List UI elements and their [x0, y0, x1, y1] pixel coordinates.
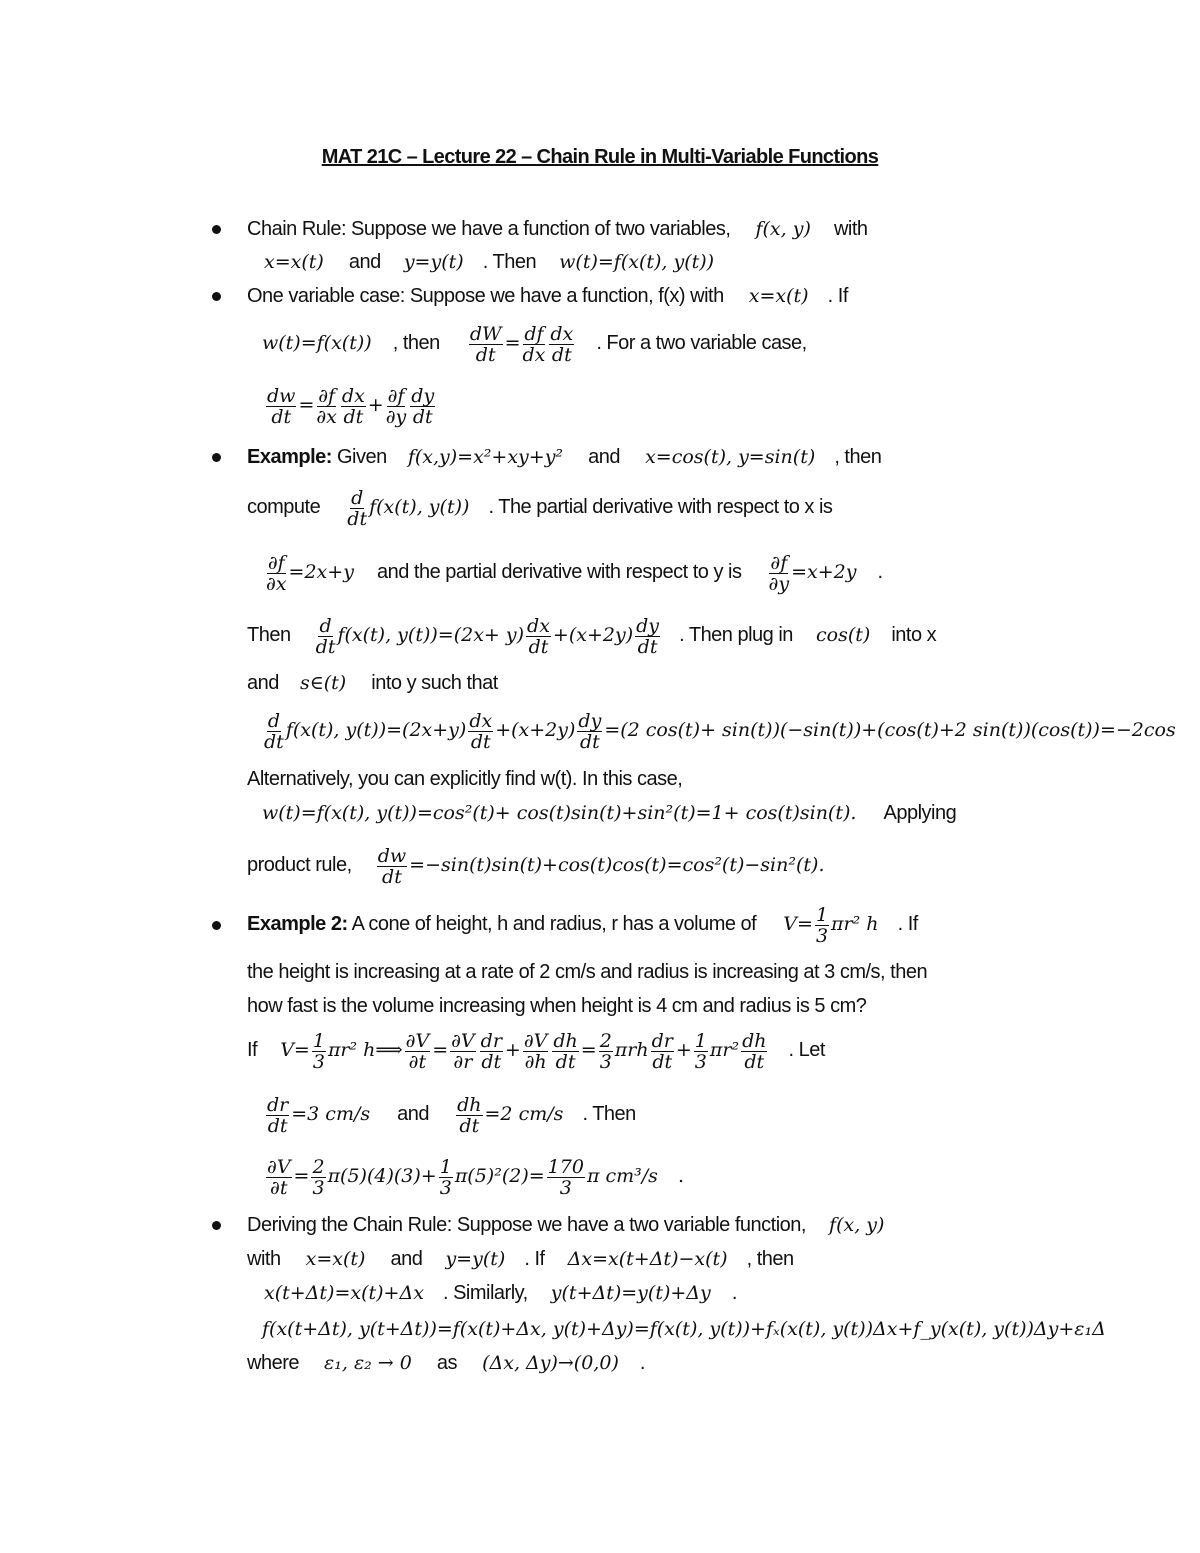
- frac-1-3-d: $\frac{1}{3}$: [439, 1155, 452, 1199]
- math-f-definition: f(x,y)=x²+xy+y²: [407, 446, 564, 468]
- frac-pV-pt-2: $\frac{\partial V}{\partial t}$: [267, 1155, 291, 1199]
- line-then-chain: [247, 612, 936, 658]
- with-word: with: [833, 218, 868, 240]
- line-product-rule: [247, 842, 825, 888]
- math-x-increment: x(t+Δt)=x(t)+Δx: [264, 1282, 424, 1304]
- line-deriving-2: [247, 1246, 794, 1272]
- bullet-chain-rule: [212, 225, 221, 234]
- math-sin-t: s∈(t): [299, 672, 347, 694]
- then-word: . Then: [482, 251, 537, 273]
- math-cone-volume: V= $\frac{1}{3}$ πr² h: [783, 903, 879, 947]
- frac-dr-dt-2: $\frac{dr}{dt}$: [651, 1029, 673, 1073]
- frac-dh-dt-3: $\frac{dh}{dt}$: [457, 1093, 482, 1137]
- math-delta-x: Δx=x(t+Δt)−x(t): [567, 1248, 728, 1270]
- let-word: . Let: [788, 1039, 825, 1061]
- frac-d-dt-3: $\frac{d}{dt}$: [264, 709, 284, 753]
- frac-1-3-c: $\frac{1}{3}$: [694, 1029, 707, 1073]
- math-x-y-param: x=cos(t), y=sin(t): [645, 446, 816, 468]
- frac-dr-dt: $\frac{dr}{dt}$: [480, 1029, 502, 1073]
- period-4: .: [639, 1352, 645, 1374]
- frac-pf-py: $\frac{\partial f}{\partial y}$: [385, 384, 407, 428]
- line-volume-question: how fast is the volume increasing when height is 4 cm and radius is 5 cm?: [247, 995, 867, 1017]
- bullet-example-2: [212, 921, 221, 930]
- frac-df-dx: $\frac{df}{dx}$: [522, 322, 546, 366]
- frac-2-3: $\frac{2}{3}$: [599, 1029, 612, 1073]
- if-word-3: If: [247, 1039, 258, 1061]
- applying-word: Applying: [883, 802, 957, 824]
- frac-pf-px: $\frac{\partial f}{\partial x}$: [316, 384, 337, 428]
- bullet-example-1: [212, 453, 221, 462]
- line-chain-rule-2: [264, 249, 714, 275]
- frac-pV-pr: $\frac{\partial V}{\partial r}$: [451, 1029, 475, 1073]
- frac-dy-dt: $\frac{dy}{dt}$: [411, 384, 435, 428]
- math-y-increment: y(t+Δt)=y(t)+Δy: [550, 1282, 711, 1304]
- frac-dx-dt: $\frac{dx}{dt}$: [550, 322, 574, 366]
- math-x-of-t-3: x=x(t): [305, 1248, 366, 1270]
- two-variable-note: . For a two variable case,: [596, 332, 807, 354]
- math-dr-dt: $\frac{dr}{dt}$ =3 cm/s: [267, 1093, 371, 1137]
- and-word-2: and: [588, 446, 620, 468]
- frac-pV-ph: $\frac{\partial V}{\partial h}$: [523, 1029, 548, 1073]
- line-example-2: [247, 901, 918, 947]
- as-word: as: [436, 1352, 458, 1374]
- frac-170-3: $\frac{170}{3}$: [547, 1155, 584, 1199]
- math-full-derivative: $\frac{d}{dt}$ f(x(t), y(t))=(2x+y) $\frac{dx}{dt}$ +(x+2y) $\frac{dy}{dt}$ =(2 cos(t)+ sin(t))(−sin(t))+(cos(t)+2 sin(t))(cos(t))=−2cos: [264, 709, 1176, 753]
- line-volume-derivative: [247, 1027, 825, 1073]
- page-title: MAT 21C – Lecture 22 – Chain Rule in Multi-Variable Functions: [321, 146, 879, 168]
- then-word-5: . Then: [582, 1103, 636, 1125]
- math-f-xy: f(x, y): [755, 218, 811, 240]
- math-two-variable-chain: $\frac{dw}{dt}$ = $\frac{\partial f}{\partial x}$ $\frac{dx}{dt}$ + $\frac{\partial f}{\partial y}$ $\frac{dy}{dt}$: [267, 384, 435, 428]
- math-volume-derivative: V= $\frac{1}{3}$ πr² h⟹ $\frac{\partial V}{\partial t}$ = $\frac{\partial V}{\partial r}$ $\frac{dr}{dt}$ + $\frac{\partial V}{\partial h}$ $\frac{dh}{dt}$ = $\frac{2}{3}$ πrh $\frac{dr}{dt}$ + $\frac{1}{3}$ πr² $\frac{dh}{dt}$: [280, 1029, 767, 1073]
- with-word-2: with: [247, 1248, 281, 1270]
- math-product-rule: $\frac{dw}{dt}$ =−sin(t)sin(t)+cos(t)cos(t)=cos²(t)−sin²(t).: [377, 844, 825, 888]
- frac-d-dt-2: $\frac{d}{dt}$: [315, 614, 336, 658]
- line-one-variable-2: [262, 320, 807, 366]
- then-word-2: , then: [392, 332, 440, 354]
- given-word: Given: [337, 446, 387, 468]
- where-word: where: [247, 1352, 299, 1374]
- math-x-of-t-2: x=x(t): [748, 285, 809, 307]
- frac-2-3-b: $\frac{2}{3}$: [312, 1155, 325, 1199]
- math-y-of-t-2: y=y(t): [445, 1248, 506, 1270]
- bullet-one-variable: [212, 292, 221, 301]
- if-word-2: . If: [897, 913, 918, 935]
- math-volume-result: $\frac{\partial V}{\partial t}$ = $\frac{2}{3}$ π(5)(4)(3)+ $\frac{1}{3}$ π(5)²(2)= $\frac{170}{3}$ π cm³/s .: [267, 1155, 684, 1199]
- line-w-explicit: [262, 800, 956, 826]
- frac-pf-px-2: $\frac{\partial f}{\partial x}$: [266, 551, 287, 595]
- math-partial-x: $\frac{\partial f}{\partial x}$ =2x+y: [266, 551, 354, 595]
- math-linear-approx: f(x(t+Δt), y(t+Δt))=f(x(t)+Δx, y(t)+Δy)=f(x(t), y(t))+fₓ(x(t), y(t))Δx+f_y(x(t), y(t))Δy+ε₁Δ: [262, 1318, 1106, 1340]
- bullet-deriving: [212, 1221, 221, 1230]
- and-word: and: [348, 251, 381, 273]
- frac-dw-dt-2: $\frac{dw}{dt}$: [377, 844, 407, 888]
- period: .: [877, 561, 883, 583]
- frac-d-dt: $\frac{d}{dt}$: [347, 486, 368, 530]
- math-w-of-t: w(t)=f(x(t), y(t)): [559, 251, 715, 273]
- then-word-3: , then: [834, 446, 882, 468]
- frac-1-3: $\frac{1}{3}$: [815, 903, 829, 947]
- math-x-of-t: x=x(t): [264, 251, 324, 273]
- line-rates: [264, 1091, 636, 1137]
- frac-1-3-b: $\frac{1}{3}$: [312, 1029, 325, 1073]
- math-f-xy-2: f(x, y): [829, 1214, 885, 1236]
- compute-word: compute: [247, 496, 321, 518]
- line-partials: [264, 549, 883, 595]
- plug-in-note: . Then plug in: [679, 624, 793, 646]
- math-limit: (Δx, Δy)→(0,0): [482, 1352, 619, 1374]
- partial-y-note: and the partial derivative with respect to y is: [377, 561, 742, 583]
- line-chain-rule: [247, 216, 868, 242]
- partial-x-note: . The partial derivative with respect to x is: [488, 496, 833, 518]
- frac-dW-dt: $\frac{dW}{dt}$: [469, 322, 502, 366]
- math-epsilons: ε₁, ε₂ → 0: [324, 1352, 412, 1374]
- period-3: .: [731, 1282, 737, 1304]
- product-rule-word: product rule,: [247, 854, 352, 876]
- similarly-word: . Similarly,: [442, 1282, 528, 1304]
- frac-dw-dt: $\frac{dw}{dt}$: [267, 384, 296, 428]
- frac-dx-dt-3: $\frac{dx}{dt}$: [527, 614, 550, 658]
- math-dw-dt-chain: $\frac{dW}{dt}$ = $\frac{df}{dx}$ $\frac{dx}{dt}$: [469, 322, 574, 366]
- example-label: Example:: [247, 446, 332, 468]
- if-word-4: . If: [524, 1248, 545, 1270]
- cone-intro: A cone of height, h and radius, r has a volume of: [351, 913, 757, 935]
- math-w-explicit: w(t)=f(x(t), y(t))=cos²(t)+ cos(t)sin(t)+sin²(t)=1+ cos(t)sin(t).: [262, 802, 857, 824]
- line-and-sin: [247, 670, 498, 696]
- line-example-compute: [247, 484, 832, 530]
- period-2: .: [677, 1165, 684, 1187]
- frac-pf-py-2: $\frac{\partial f}{\partial y}$: [768, 551, 790, 595]
- chain-rule-intro: Chain Rule: Suppose we have a function of two variables,: [247, 218, 731, 240]
- math-w-f-x: w(t)=f(x(t)): [262, 332, 372, 354]
- line-deriving-3: [264, 1280, 737, 1306]
- then-word-4: Then: [247, 624, 291, 646]
- and-word-4: and: [397, 1103, 430, 1125]
- math-cos-t: cos(t): [816, 624, 871, 646]
- frac-dy-dt-3: $\frac{dy}{dt}$: [578, 709, 602, 753]
- math-dh-dt: $\frac{dh}{dt}$ =2 cm/s: [457, 1093, 564, 1137]
- frac-pV-pt: $\frac{\partial V}{\partial t}$: [405, 1029, 430, 1073]
- line-one-variable: [247, 283, 848, 309]
- example-2-label: Example 2:: [247, 913, 348, 935]
- math-partial-y: $\frac{\partial f}{\partial y}$ =x+2y: [768, 551, 857, 595]
- into-y-note: into y such that: [371, 672, 498, 694]
- line-example-1: [247, 444, 881, 470]
- and-word-5: and: [390, 1248, 423, 1270]
- into-x-note: into x: [891, 624, 937, 646]
- line-deriving: [247, 1212, 884, 1238]
- frac-dx-dt-2: $\frac{dx}{dt}$: [341, 384, 365, 428]
- and-word-3: and: [247, 672, 279, 694]
- math-y-of-t: y=y(t): [403, 251, 464, 273]
- deriving-intro: Deriving the Chain Rule: Suppose we have a two variable function,: [247, 1214, 806, 1236]
- math-d-dt-f: $\frac{d}{dt}$ f(x(t), y(t)): [347, 486, 470, 530]
- frac-dx-dt-4: $\frac{dx}{dt}$: [469, 709, 493, 753]
- frac-dr-dt-3: $\frac{dr}{dt}$: [267, 1093, 289, 1137]
- math-chain-expanded: $\frac{d}{dt}$ f(x(t), y(t))=(2x+ y) $\frac{dx}{dt}$ +(x+2y) $\frac{dy}{dt}$: [315, 614, 660, 658]
- frac-dh-dt-2: $\frac{dh}{dt}$: [742, 1029, 767, 1073]
- line-alternatively: Alternatively, you can explicitly find w(t). In this case,: [247, 768, 683, 790]
- then-word-6: , then: [746, 1248, 794, 1270]
- frac-dh-dt: $\frac{dh}{dt}$: [553, 1029, 578, 1073]
- line-height-rate: the height is increasing at a rate of 2 cm/s and radius is increasing at 3 cm/s, then: [247, 961, 928, 983]
- one-variable-intro: One variable case: Suppose we have a function, f(x) with: [247, 285, 724, 307]
- frac-dy-dt-2: $\frac{dy}{dt}$: [636, 614, 660, 658]
- if-word: . If: [827, 285, 848, 307]
- line-where: [247, 1350, 645, 1376]
